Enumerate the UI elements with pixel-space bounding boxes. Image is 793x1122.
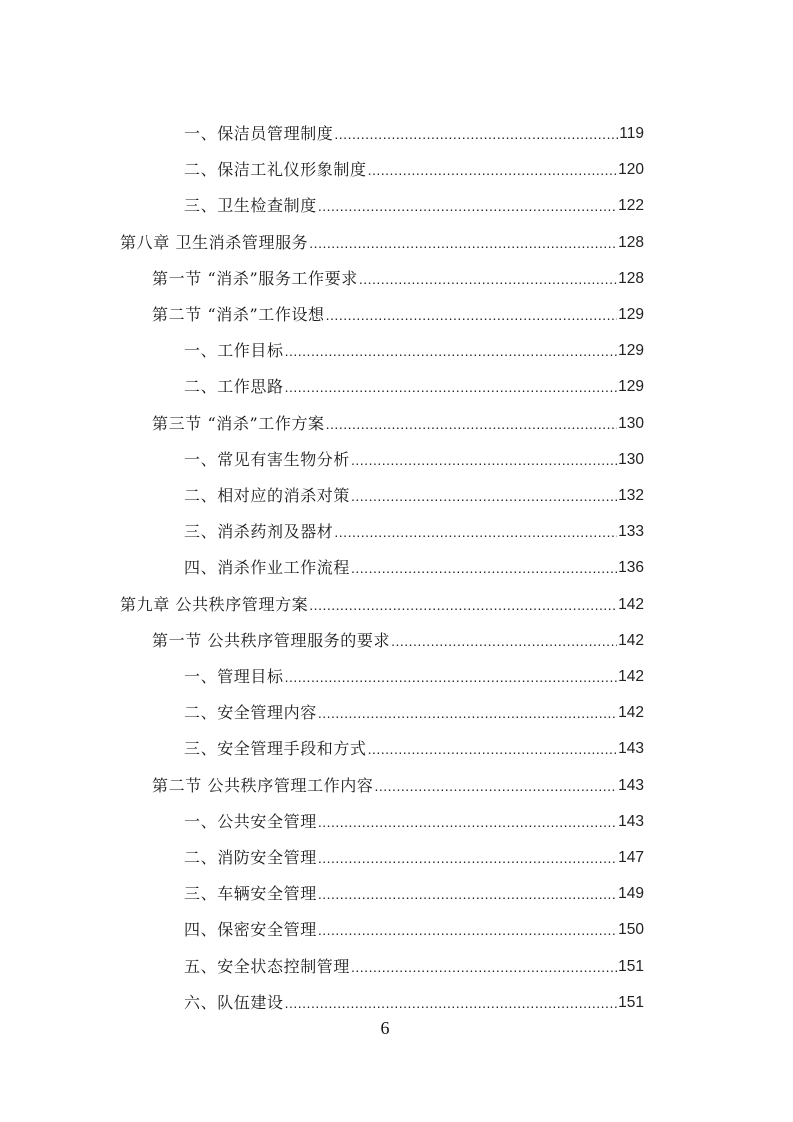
toc-entry-section[interactable] (120, 629, 644, 653)
toc-entry-page: 142 (618, 595, 644, 613)
toc-entry[interactable] (120, 918, 644, 942)
toc-entry[interactable] (120, 375, 644, 399)
toc-entry-title: 一、公共安全管理 (184, 811, 317, 831)
toc-entry-section[interactable] (120, 774, 644, 798)
toc-entry-page: 129 (618, 342, 644, 360)
toc-entry-page: 147 (618, 849, 644, 866)
toc-entry-section[interactable] (120, 412, 644, 436)
dot-leader (351, 484, 617, 508)
toc-entry[interactable] (120, 882, 644, 906)
toc-entry-page: 151 (618, 993, 644, 1011)
toc-entry[interactable] (120, 665, 644, 689)
dot-leader (318, 882, 617, 906)
toc-entry-title: 一、工作目标 (184, 341, 284, 361)
dot-leader (391, 629, 617, 653)
toc-entry-title: 二、安全管理内容 (184, 703, 317, 723)
toc-entry-page: 132 (618, 487, 644, 504)
toc-entry-page: 150 (618, 921, 644, 939)
dot-leader (318, 918, 617, 942)
toc-entry[interactable] (120, 158, 644, 182)
toc-entry[interactable] (120, 339, 644, 363)
toc-entry-title: 三、车辆安全管理 (184, 884, 317, 904)
toc-entry-page: 120 (618, 161, 644, 179)
toc-entry-title: 第二节 公共秩序管理工作内容 (152, 775, 374, 795)
toc-entry-page: 122 (618, 197, 644, 215)
toc-entry-chapter[interactable] (120, 231, 644, 255)
toc-entry[interactable] (120, 846, 644, 870)
dot-leader (368, 737, 618, 761)
toc-entry-title: 第八章 卫生消杀管理服务 (120, 232, 309, 252)
dot-leader (351, 955, 617, 979)
toc-entry-title: 第九章 公共秩序管理方案 (120, 594, 309, 614)
dot-leader (285, 991, 618, 1015)
toc-entry-chapter[interactable] (120, 593, 644, 617)
toc-entry-page: 129 (618, 378, 644, 396)
dot-leader (285, 375, 618, 399)
dot-leader (318, 846, 617, 870)
toc-entry-section[interactable] (120, 267, 644, 291)
toc-entry[interactable] (120, 556, 644, 580)
toc-entry-page: 136 (618, 559, 644, 577)
dot-leader (359, 267, 617, 291)
toc-entry-title: 三、消杀药剂及器材 (184, 522, 334, 542)
toc-entry-title: 三、安全管理手段和方式 (184, 739, 367, 759)
toc-entry-section[interactable] (120, 303, 644, 327)
toc-entry-page: 129 (618, 306, 644, 323)
toc-entry[interactable] (120, 194, 644, 218)
dot-leader (334, 122, 618, 146)
toc-entry[interactable] (120, 991, 644, 1015)
toc-entry-title: 四、消杀作业工作流程 (184, 558, 351, 578)
toc-entry-title: 一、管理目标 (184, 667, 284, 686)
toc-entry-page: 142 (618, 704, 644, 722)
dot-leader (351, 448, 617, 472)
toc-entry-title: 二、保洁工礼仪形象制度 (184, 160, 367, 180)
dot-leader (285, 339, 618, 363)
toc-entry-title: 一、保洁员管理制度 (184, 124, 334, 143)
dot-leader (318, 194, 617, 218)
dot-leader (326, 412, 617, 436)
toc-entry-page: 128 (618, 233, 644, 251)
toc-entry-page: 119 (619, 125, 644, 142)
toc-entry-page: 142 (618, 631, 644, 649)
toc-entry-page: 142 (618, 668, 644, 685)
toc-entry-title: 第一节 “消杀”服务工作要求 (152, 268, 358, 288)
toc-entry-title: 六、队伍建设 (184, 992, 284, 1012)
dot-leader (326, 303, 617, 327)
toc-entry-page: 143 (618, 812, 644, 830)
toc-entry-title: 四、保密安全管理 (184, 920, 317, 940)
toc-entry-page: 133 (618, 523, 644, 541)
toc-entry-page: 143 (618, 776, 644, 794)
toc-entry[interactable] (120, 737, 644, 761)
dot-leader (285, 665, 618, 689)
toc-entry-title: 第三节 “消杀”工作方案 (152, 413, 325, 433)
toc-entry-title: 二、工作思路 (184, 377, 284, 397)
dot-leader (351, 556, 617, 580)
toc-entry[interactable] (120, 448, 644, 472)
dot-leader (309, 593, 617, 617)
toc-entry-title: 一、常见有害生物分析 (184, 449, 351, 469)
toc-entry-page: 151 (618, 957, 644, 975)
toc-entry-title: 三、卫生检查制度 (184, 196, 317, 216)
toc-entry[interactable] (120, 701, 644, 725)
toc-entry-title: 二、相对应的消杀对策 (184, 486, 351, 505)
page-number: 6 (380, 1018, 390, 1038)
toc-entry[interactable] (120, 484, 644, 508)
toc-entry[interactable] (120, 810, 644, 834)
toc-entry-title: 五、安全状态控制管理 (184, 956, 351, 976)
toc-entry-page: 128 (618, 269, 644, 287)
dot-leader (375, 774, 618, 798)
toc-entry[interactable] (120, 520, 644, 544)
toc-entry-page: 130 (618, 450, 644, 468)
dot-leader (318, 810, 617, 834)
toc-entry-page: 143 (618, 740, 644, 758)
dot-leader (318, 701, 617, 725)
toc-entry-title: 第二节 “消杀”工作设想 (152, 305, 325, 324)
toc-entry[interactable] (120, 955, 644, 979)
dot-leader (309, 231, 617, 255)
dot-leader (334, 520, 617, 544)
toc-entry-title: 第一节 公共秩序管理服务的要求 (152, 630, 391, 650)
toc-entry-title: 二、消防安全管理 (184, 848, 317, 867)
toc-entry[interactable] (120, 122, 644, 146)
toc-entry-page: 149 (618, 885, 644, 903)
dot-leader (368, 158, 618, 182)
toc-entry-page: 130 (618, 414, 644, 432)
